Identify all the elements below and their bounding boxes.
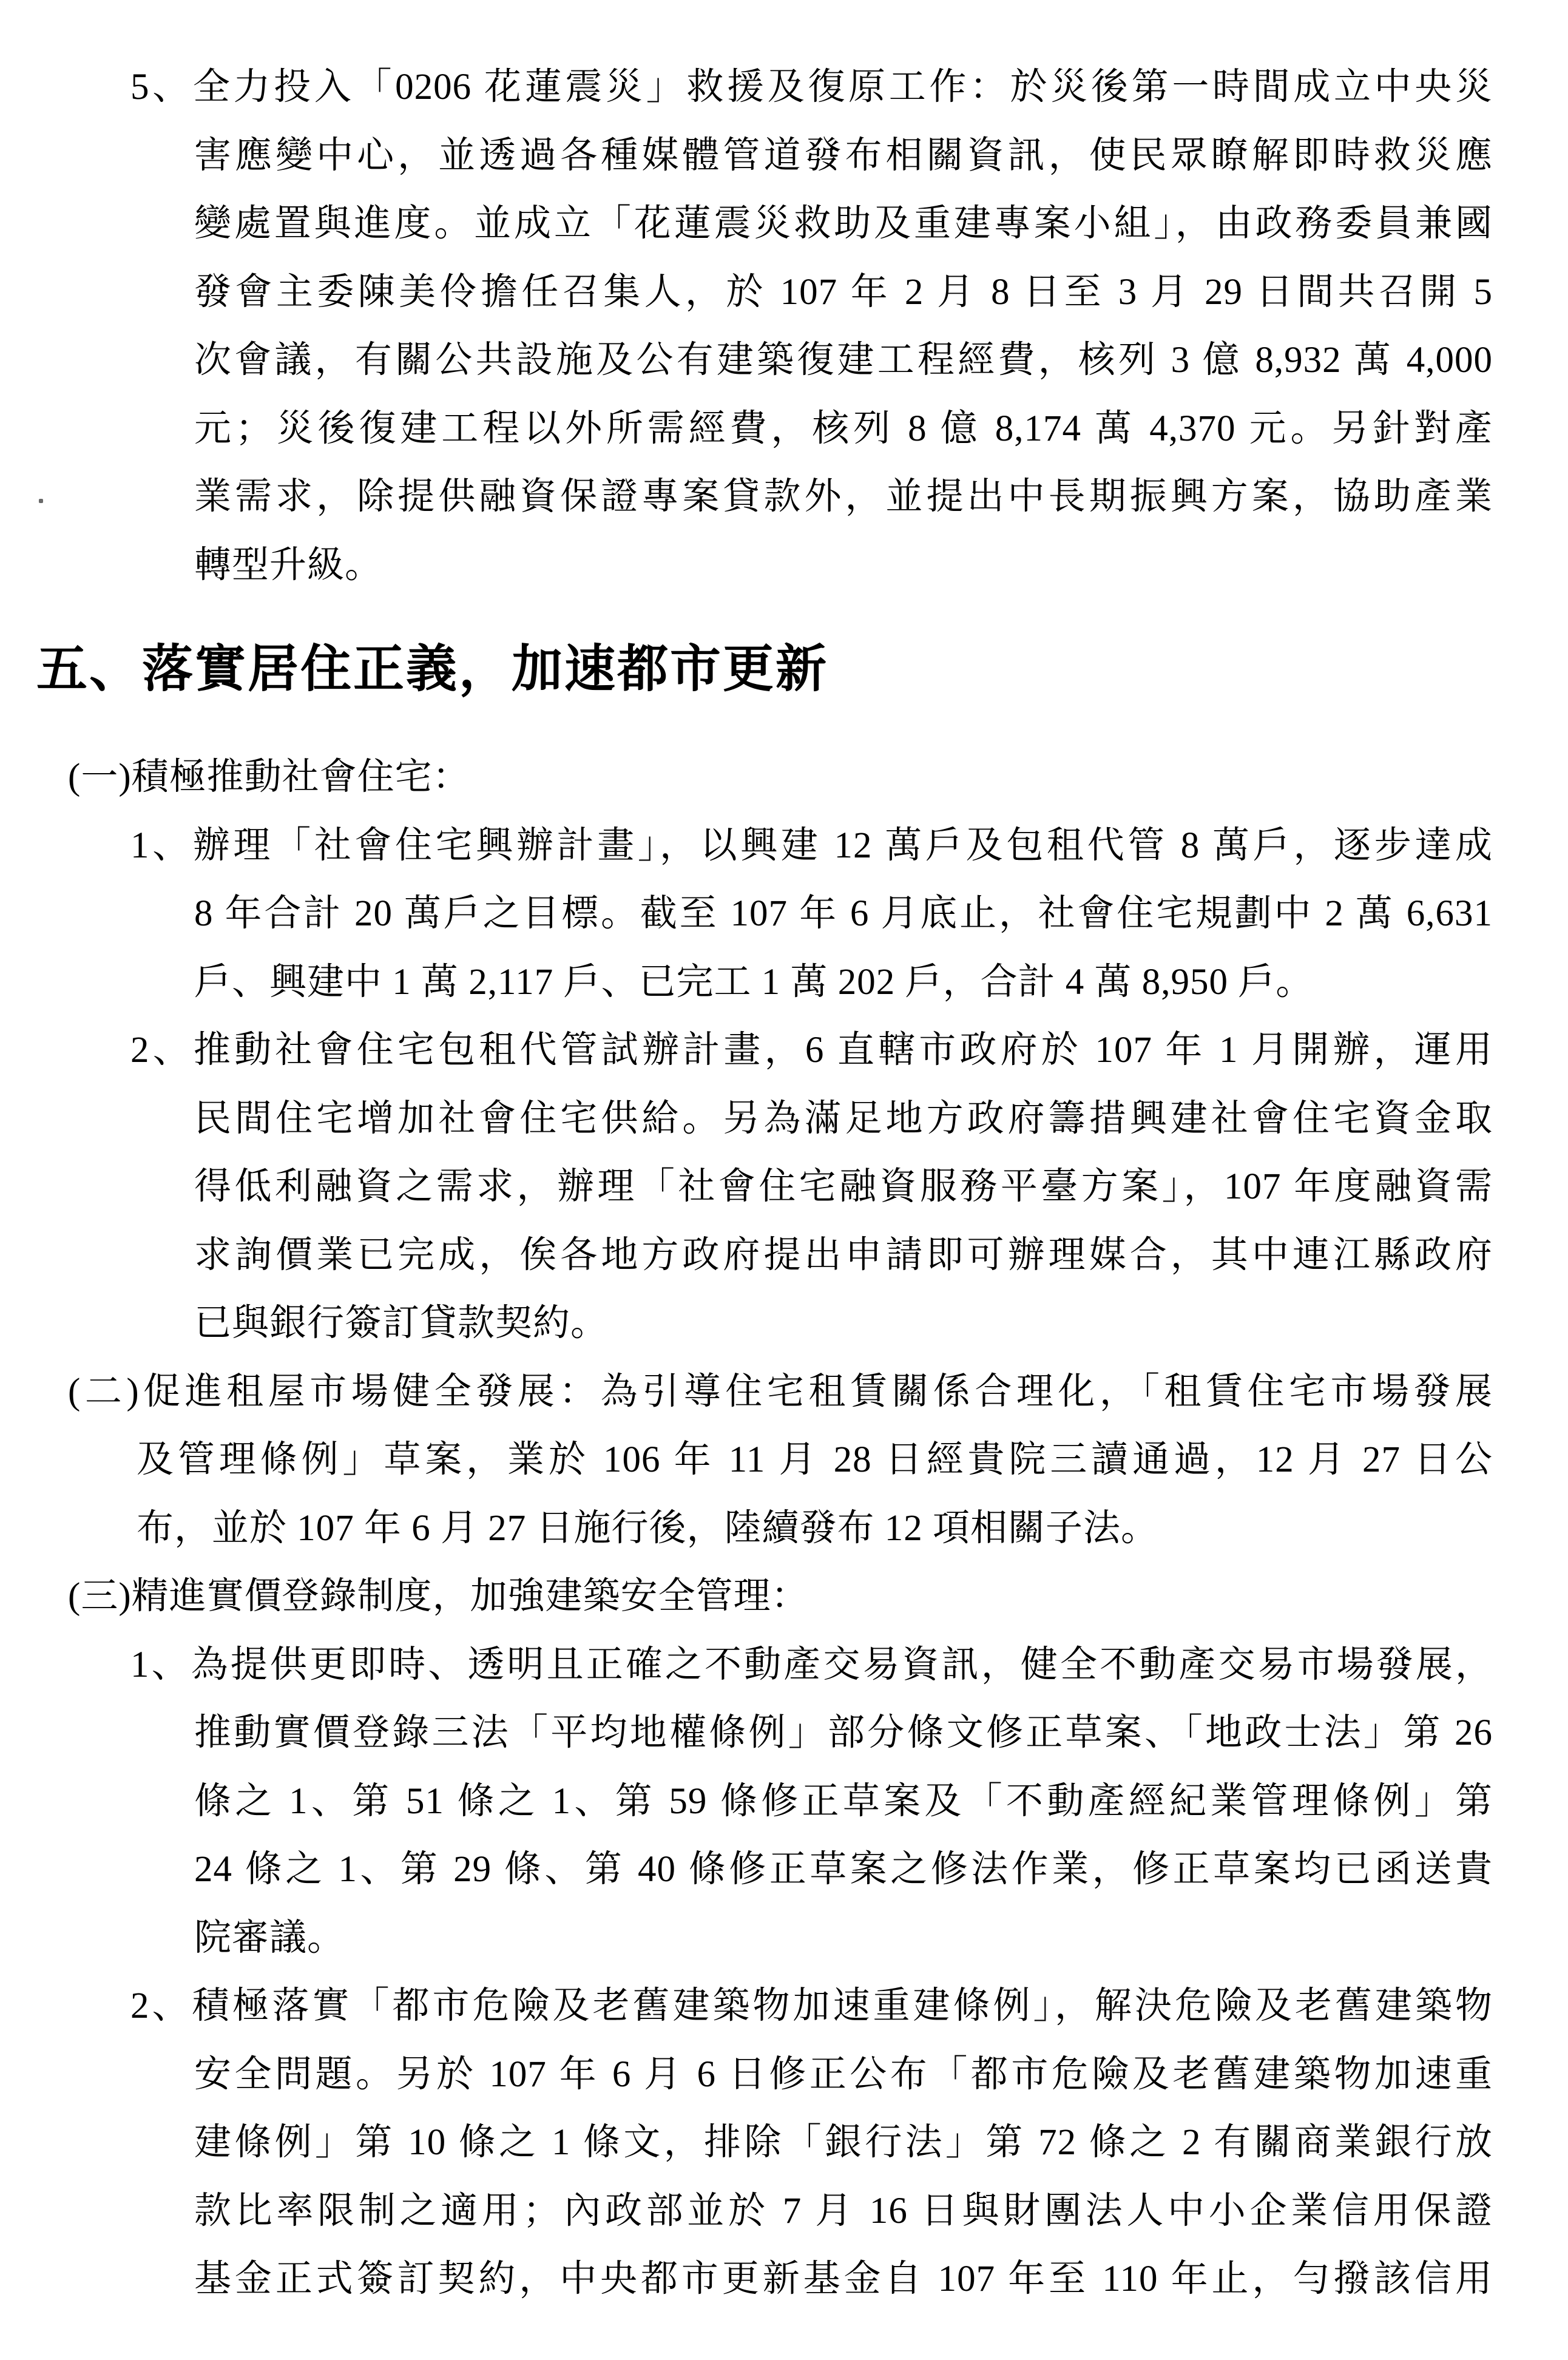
paragraph-line: 款比率限制之適用；內政部並於 7 月 16 日與財團法人中小企業信用保證 xyxy=(194,2190,1493,2231)
paragraph-line: 轉型升級。 xyxy=(194,544,383,586)
paragraph-line: 民間住宅增加社會住宅供給。另為滿足地方政府籌措興建社會住宅資金取 xyxy=(194,1098,1493,1139)
paragraph-line: (二)促進租屋市場健全發展：為引導住宅租賃關係合理化，「租賃住宅市場發展 xyxy=(68,1371,1493,1412)
paragraph-line: 院審議。 xyxy=(194,1917,345,1958)
paragraph-line: 基金正式簽訂契約，中央都市更新基金自 107 年至 110 年止，勻撥該信用 xyxy=(194,2259,1493,2299)
paragraph-line: 1、為提供更即時、透明且正確之不動產交易資訊，健全不動產交易市場發展， xyxy=(130,1644,1493,1685)
paragraph-line: 元；災後復建工程以外所需經費，核列 8 億 8,174 萬 4,370 元。另針對產 xyxy=(194,408,1493,449)
paragraph-line: (三)精進實價登錄制度，加強建築安全管理： xyxy=(68,1576,809,1617)
paragraph-line: 業需求，除提供融資保證專案貸款外，並提出中長期振興方案，協助產業 xyxy=(194,476,1493,517)
scan-speck-artifact xyxy=(39,499,43,503)
paragraph-line: 害應變中心，並透過各種媒體管道發布相關資訊，使民眾瞭解即時救災應 xyxy=(194,135,1493,176)
paragraph-line: 2、積極落實「都市危險及老舊建築物加速重建條例」，解決危險及老舊建築物 xyxy=(130,1986,1493,2026)
paragraph-line: 次會議，有關公共設施及公有建築復建工程經費，核列 3 億 8,932 萬 4,000 xyxy=(194,340,1493,380)
paragraph-line: 布，並於 107 年 6 月 27 日施行後，陸續發布 12 項相關子法。 xyxy=(137,1507,1159,1549)
paragraph-line: 1、辦理「社會住宅興辦計畫」，以興建 12 萬戶及包租代管 8 萬戶，逐步達成 xyxy=(130,825,1493,866)
paragraph-line: 8 年合計 20 萬戶之目標。截至 107 年 6 月底止，社會住宅規劃中 2 萬 6,631 xyxy=(194,893,1493,934)
paragraph-line: 5、全力投入「0206 花蓮震災」救援及復原工作：於災後第一時間成立中央災 xyxy=(130,67,1493,107)
paragraph-line: 安全問題。另於 107 年 6 月 6 日修正公布「都市危險及老舊建築物加速重 xyxy=(194,2054,1493,2095)
paragraph-line: 及管理條例」草案，業於 106 年 11 月 28 日經貴院三讀通過，12 月 27 日公 xyxy=(137,1439,1493,1480)
paragraph-line: 條之 1、第 51 條之 1、第 59 條修正草案及「不動產經紀業管理條例」第 xyxy=(194,1780,1493,1822)
section-heading: 五、落實居住正義，加速都市更新 xyxy=(36,641,829,698)
paragraph-line: 2、推動社會住宅包租代管試辦計畫，6 直轄市政府於 107 年 1 月開辦，運用 xyxy=(130,1030,1493,1070)
paragraph-line: 已與銀行簽訂貸款契約。 xyxy=(194,1303,609,1344)
paragraph-line: 變處置與進度。並成立「花蓮震災救助及重建專案小組」，由政務委員兼國 xyxy=(194,203,1493,244)
paragraph-line: 24 條之 1、第 29 條、第 40 條修正草案之修法作業，修正草案均已函送貴 xyxy=(194,1849,1493,1890)
paragraph-line: 求詢價業已完成，俟各地方政府提出申請即可辦理媒合，其中連江縣政府 xyxy=(194,1234,1493,1276)
paragraph-line: 推動實價登錄三法「平均地權條例」部分條文修正草案、「地政士法」第 26 xyxy=(194,1713,1493,1753)
paragraph-line: 得低利融資之需求，辦理「社會住宅融資服務平臺方案」，107 年度融資需 xyxy=(194,1166,1493,1207)
paragraph-line: 發會主委陳美伶擔任召集人，於 107 年 2 月 8 日至 3 月 29 日間共召開 5 xyxy=(194,271,1493,313)
paragraph-line: 建條例」第 10 條之 1 條文，排除「銀行法」第 72 條之 2 有關商業銀行放 xyxy=(194,2122,1493,2163)
paragraph-line: 戶、興建中 1 萬 2,117 戶、已完工 1 萬 202 戶，合計 4 萬 8,950 戶。 xyxy=(194,961,1314,1002)
paragraph-line: (一)積極推動社會住宅： xyxy=(68,757,470,797)
